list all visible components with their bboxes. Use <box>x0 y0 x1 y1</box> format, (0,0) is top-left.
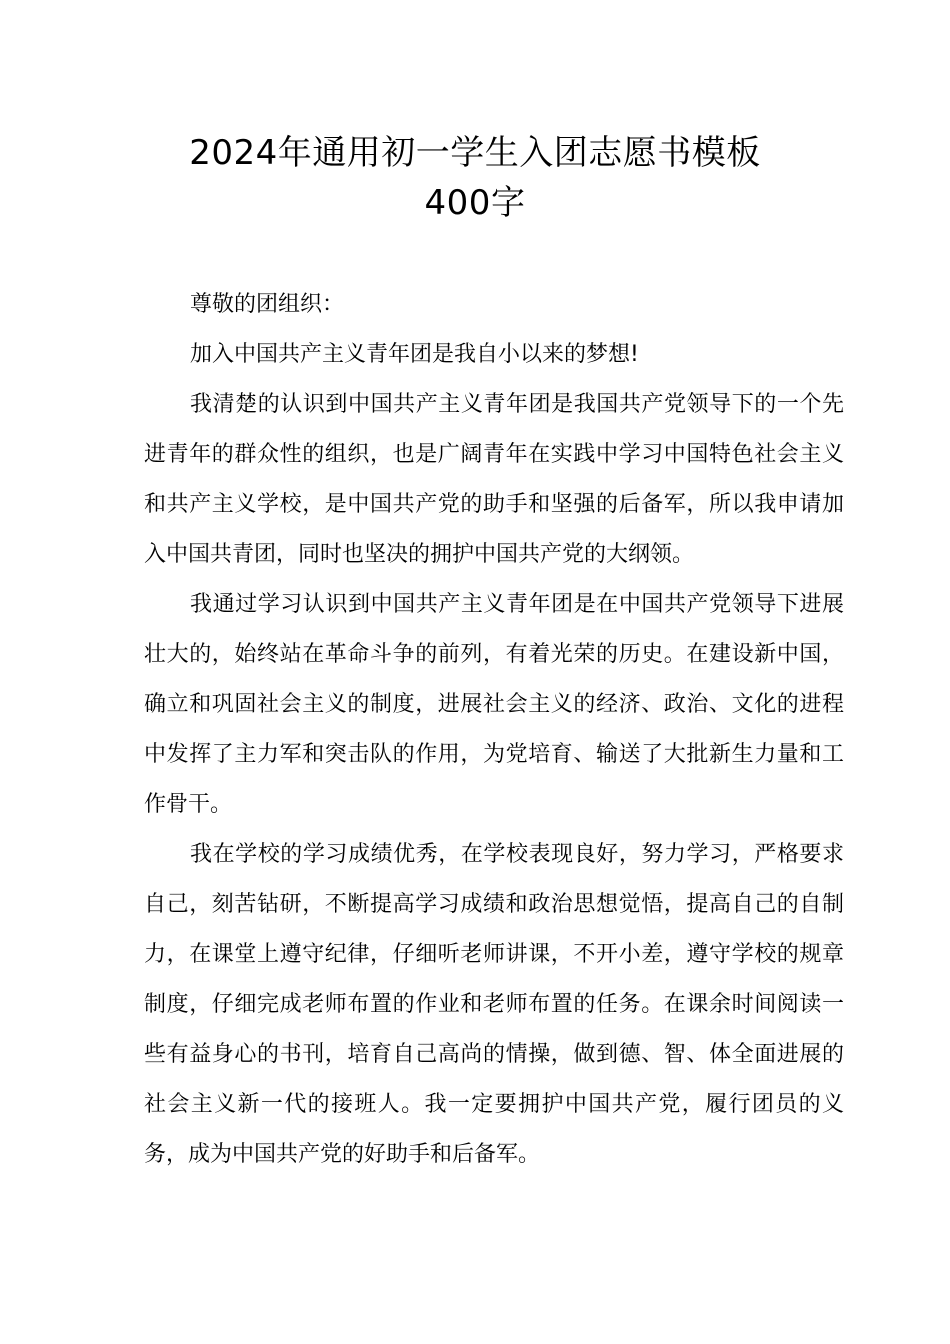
paragraph: 我在学校的学习成绩优秀，在学校表现良好，努力学习，严格要求自己，刻苦钻研，不断提高学习成绩和政治思想觉悟，提高自己的自制力，在课堂上遵守纪律，仔细听老师讲课，不开小差，遵守学校的规章制度，仔细完成老师布置的作业和老师布置的任务。在课余时间阅读一些有益身心的书刊，培育自己高尚的情操，做到德、智、体全面进展的社会主义新一代的接班人。我一定要拥护中国共产党，履行团员的义务，成为中国共产党的好助手和后备军。 <box>144 842 844 1167</box>
document-body <box>144 280 844 1180</box>
paragraph: 加入中国共产主义青年团是我自小以来的梦想! <box>190 342 639 367</box>
paragraph: 我清楚的认识到中国共产主义青年团是我国共产党领导下的一个先进青年的群众性的组织，也是广阔青年在实践中学习中国特色社会主义和共产主义学校，是中国共产党的助手和坚强的后备军，所以我申请加入中国共青团，同时也坚决的拥护中国共产党的大纲领。 <box>144 392 844 567</box>
paragraph: 我通过学习认识到中国共产主义青年团是在中国共产党领导下进展壮大的，始终站在革命斗争的前列，有着光荣的历史。在建设新中国，确立和巩固社会主义的制度，进展社会主义的经济、政治、文化的进程中发挥了主力军和突击队的作用，为党培育、输送了大批新生力量和工作骨干。 <box>144 592 844 817</box>
title-line-1: 2024年通用初一学生入团志愿书模板 <box>189 133 761 173</box>
salutation: 尊敬的团组织： <box>190 292 345 317</box>
title-line-2: 400字 <box>424 183 526 223</box>
document-title <box>0 128 950 228</box>
